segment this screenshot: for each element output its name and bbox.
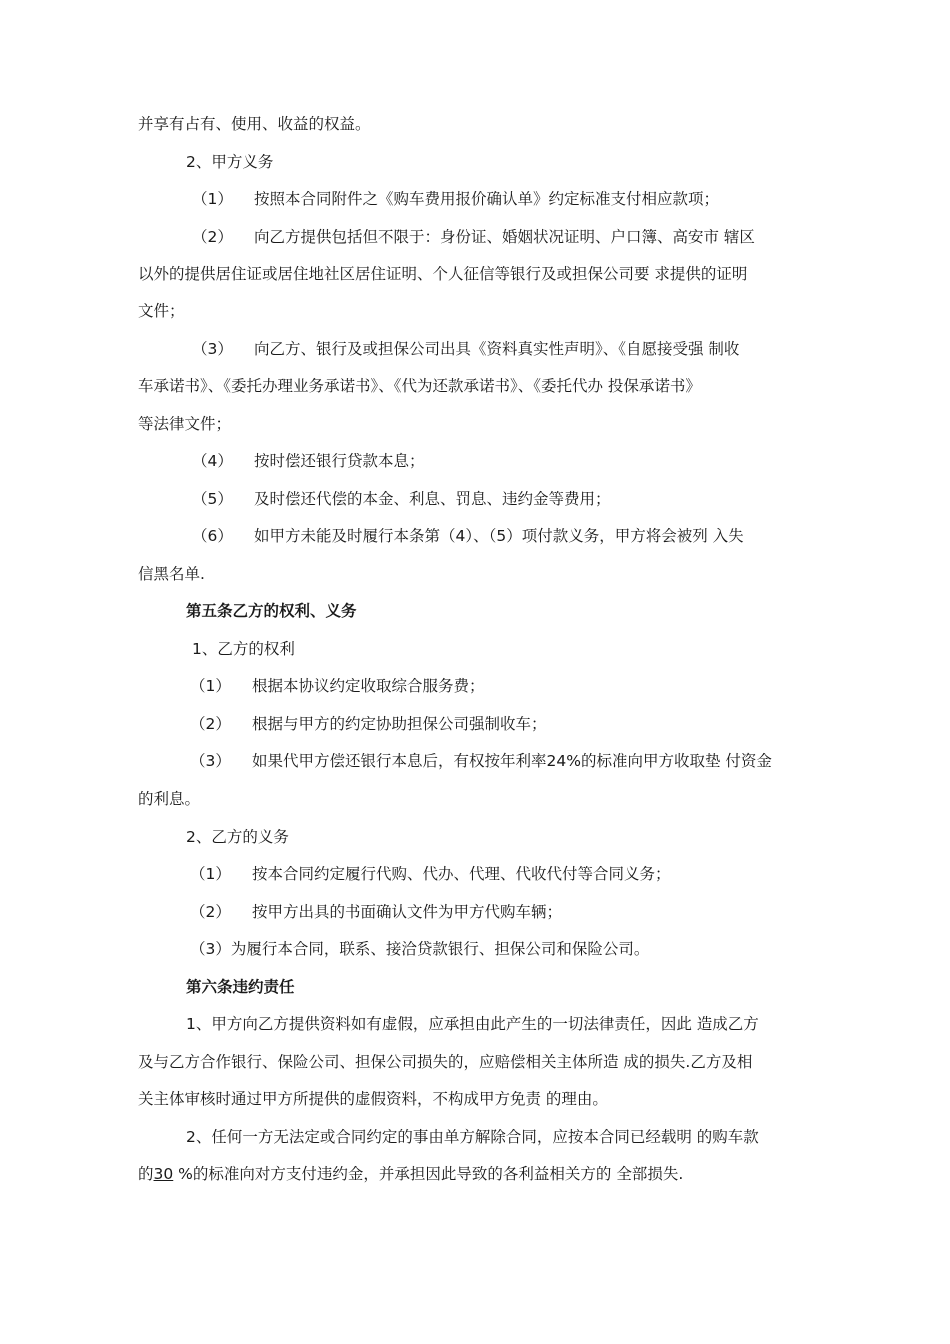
item-text: 按甲方出具的书面确认文件为甲方代购车辆；	[252, 903, 563, 921]
penalty-percentage: 30	[153, 1165, 174, 1183]
item-number: （3）	[192, 340, 233, 358]
item-text: 如甲方未能及时履行本条第（4）、（5）项付款义务，甲方将会被列 入失	[254, 527, 744, 545]
list-item	[190, 714, 547, 734]
item-number: （6）	[192, 527, 233, 545]
list-item	[190, 676, 485, 696]
item-number: （2）	[190, 903, 231, 921]
section-heading: 2、乙方的义务	[186, 828, 289, 846]
list-item	[192, 227, 755, 247]
item-text: 按本合同约定履行代购、代办、代理、代收代付等合同义务；	[252, 865, 671, 883]
item-text: 按时偿还银行贷款本息；	[254, 452, 425, 470]
list-item: （3）为履行本合同，联系、接洽贷款银行、担保公司和保险公司。	[190, 940, 650, 958]
item-text: 向乙方提供包括但不限于：身份证、婚姻状况证明、户口簿、高安市 辖区	[254, 228, 755, 246]
paragraph-line: 2、任何一方无法定或合同约定的事由单方解除合同，应按本合同已经载明 的购车款	[186, 1128, 759, 1146]
item-text: 按照本合同附件之《购车费用报价确认单》约定标准支付相应款项；	[254, 190, 720, 208]
section-heading: 1、乙方的权利	[192, 640, 295, 658]
item-number: （1）	[190, 865, 231, 883]
list-item	[192, 339, 739, 359]
list-item	[192, 451, 425, 471]
paragraph-line	[138, 1164, 683, 1184]
paragraph-line: 及与乙方合作银行、保险公司、担保公司损失的，应赔偿相关主体所造 成的损失.乙方及相	[138, 1053, 753, 1071]
paragraph-line: 车承诺书》、《委托办理业务承诺书》、《代为还款承诺书》、《委托代办 投保承诺书》	[138, 377, 701, 395]
section-heading: 2、甲方义务	[186, 153, 274, 171]
paragraph-line: 信黑名单.	[138, 565, 205, 583]
item-number: （1）	[192, 190, 233, 208]
paragraph-line: 并享有占有、使用、收益的权益。	[138, 115, 371, 133]
list-item	[192, 526, 744, 546]
paragraph-line: 的利息。	[138, 790, 201, 808]
paragraph-line: 以外的提供居住证或居住地社区居住证明、个人征信等银行及或担保公司要 求提供的证明	[138, 265, 748, 283]
list-item	[190, 751, 772, 771]
list-item	[190, 902, 562, 922]
item-text: 及时偿还代偿的本金、利息、罚息、违约金等费用；	[254, 490, 611, 508]
text-fragment: 的	[138, 1165, 154, 1183]
item-number: （2）	[192, 228, 233, 246]
article-heading: 第六条违约责任	[186, 978, 295, 996]
item-number: （2）	[190, 715, 231, 733]
item-text: 如果代甲方偿还银行本息后，有权按年利率24%的标准向甲方收取垫 付资金	[252, 752, 772, 770]
paragraph-line: 文件；	[138, 302, 185, 320]
item-number: （4）	[192, 452, 233, 470]
item-number: （1）	[190, 677, 231, 695]
list-item	[190, 864, 671, 884]
paragraph-line: 1、甲方向乙方提供资料如有虚假，应承担由此产生的一切法律责任，因此 造成乙方	[186, 1015, 759, 1033]
item-number: （3）	[190, 752, 231, 770]
list-item	[192, 189, 719, 209]
article-heading: 第五条乙方的权利、义务	[186, 602, 357, 620]
list-item	[192, 489, 611, 509]
item-text: 根据本协议约定收取综合服务费；	[252, 677, 485, 695]
paragraph-line: 等法律文件；	[138, 415, 232, 433]
item-text: 根据与甲方的约定协助担保公司强制收车；	[252, 715, 547, 733]
paragraph-line: 关主体审核时通过甲方所提供的虚假资料，不构成甲方免责 的理由。	[138, 1090, 608, 1108]
item-text: 向乙方、银行及或担保公司出具《资料真实性声明》、《自愿接受强 制收	[254, 340, 740, 358]
item-number: （5）	[192, 490, 233, 508]
text-fragment: %的标准向对方支付违约金，并承担因此导致的各利益相关方的 全部损失.	[173, 1165, 684, 1183]
